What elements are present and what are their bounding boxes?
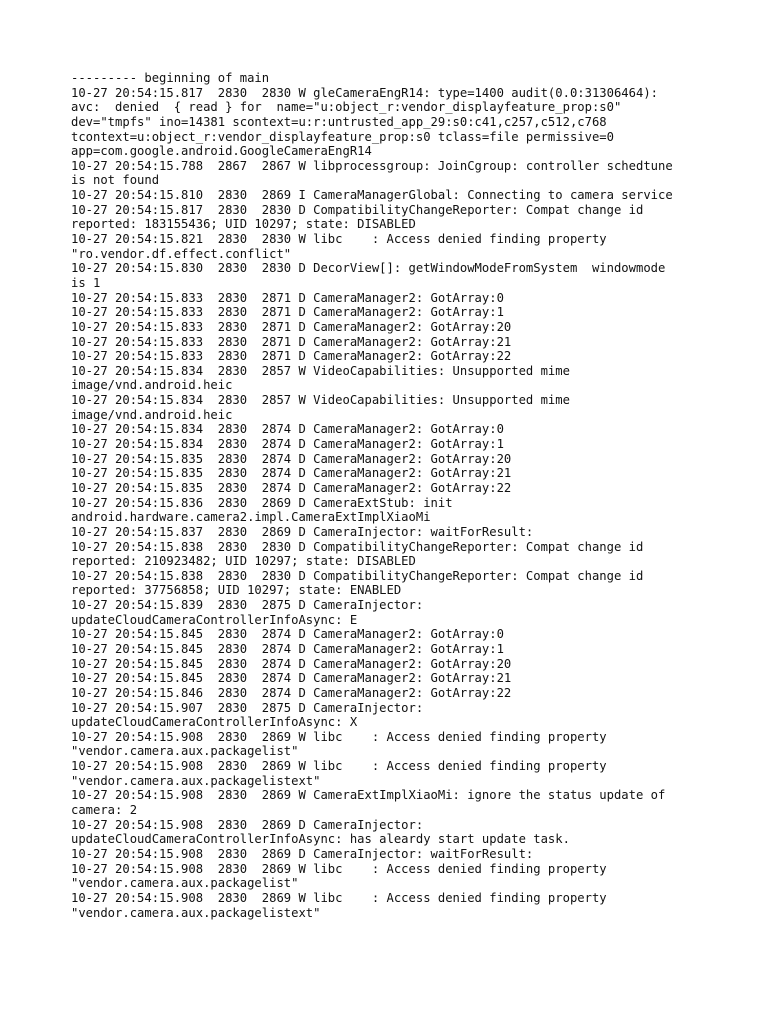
log-line: 10-27 20:54:15.838 2830 2830 D CompatibilityChangeReporter: Compat change id	[71, 539, 644, 554]
log-line: 10-27 20:54:15.817 2830 2830 W gleCameraEngR14: type=1400 audit(0.0:31306464):	[71, 85, 658, 100]
log-line: updateCloudCameraControllerInfoAsync: has aleardy start update task.	[71, 832, 570, 847]
log-line: app=com.google.android.GoogleCameraEngR14	[71, 144, 372, 159]
log-line: 10-27 20:54:15.834 2830 2857 W VideoCapabilities: Unsupported mime	[71, 393, 570, 408]
log-line: camera: 2	[71, 803, 138, 818]
log-line: "ro.vendor.df.effect.conflict"	[71, 246, 292, 261]
log-line: 10-27 20:54:15.836 2830 2869 D CameraExtStub: init	[71, 495, 453, 510]
log-line: 10-27 20:54:15.821 2830 2830 W libc : Access denied finding property	[71, 232, 607, 247]
log-line: image/vnd.android.heic	[71, 378, 233, 393]
log-line: android.hardware.camera2.impl.CameraExtImplXiaoMi	[71, 510, 431, 525]
log-line: "vendor.camera.aux.packagelistext"	[71, 905, 321, 920]
log-line: 10-27 20:54:15.835 2830 2874 D CameraManager2: GotArray:22	[71, 480, 512, 495]
log-line: 10-27 20:54:15.833 2830 2871 D CameraManager2: GotArray:1	[71, 305, 504, 320]
log-line: 10-27 20:54:15.834 2830 2874 D CameraManager2: GotArray:0	[71, 422, 504, 437]
log-line: 10-27 20:54:15.839 2830 2875 D CameraInjector:	[71, 598, 424, 613]
log-line: 10-27 20:54:15.817 2830 2830 D CompatibilityChangeReporter: Compat change id	[71, 202, 644, 217]
log-line: 10-27 20:54:15.838 2830 2830 D CompatibilityChangeReporter: Compat change id	[71, 568, 644, 583]
log-line: 10-27 20:54:15.834 2830 2874 D CameraManager2: GotArray:1	[71, 437, 504, 452]
log-line: 10-27 20:54:15.835 2830 2874 D CameraManager2: GotArray:21	[71, 466, 512, 481]
log-line: updateCloudCameraControllerInfoAsync: E	[71, 612, 358, 627]
log-line: reported: 183155436; UID 10297; state: DISABLED	[71, 217, 416, 232]
log-line: "vendor.camera.aux.packagelistext"	[71, 773, 321, 788]
log-line: reported: 210923482; UID 10297; state: DISABLED	[71, 554, 416, 569]
log-line: is not found	[71, 173, 160, 188]
log-line: 10-27 20:54:15.908 2830 2869 W CameraExtImplXiaoMi: ignore the status update of	[71, 788, 666, 803]
log-line: reported: 37756858; UID 10297; state: ENABLED	[71, 583, 402, 598]
log-line: 10-27 20:54:15.830 2830 2830 D DecorView[]: getWindowModeFromSystem windowmode	[71, 261, 666, 276]
log-line: dev="tmpfs" ino=14381 scontext=u:r:untrusted_app_29:s0:c41,c257,c512,c768	[71, 114, 607, 129]
log-line: avc: denied { read } for name="u:object_r:vendor_displayfeature_prop:s0"	[71, 100, 622, 115]
log-line: 10-27 20:54:15.810 2830 2869 I CameraManagerGlobal: Connecting to camera service	[71, 188, 673, 203]
log-line: "vendor.camera.aux.packagelist"	[71, 744, 299, 759]
log-line: is 1	[71, 275, 101, 290]
log-line: 10-27 20:54:15.908 2830 2869 D CameraInjector: waitForResult:	[71, 846, 534, 861]
log-line: 10-27 20:54:15.788 2867 2867 W libprocessgroup: JoinCgroup: controller schedtune	[71, 158, 673, 173]
log-line: 10-27 20:54:15.835 2830 2874 D CameraManager2: GotArray:20	[71, 451, 512, 466]
log-line: 10-27 20:54:15.837 2830 2869 D CameraInjector: waitForResult:	[71, 524, 534, 539]
log-line: 10-27 20:54:15.908 2830 2869 W libc : Access denied finding property	[71, 729, 607, 744]
log-line: 10-27 20:54:15.846 2830 2874 D CameraManager2: GotArray:22	[71, 685, 512, 700]
log-line: 10-27 20:54:15.908 2830 2869 W libc : Access denied finding property	[71, 890, 607, 905]
log-line: image/vnd.android.heic	[71, 407, 233, 422]
log-line: "vendor.camera.aux.packagelist"	[71, 876, 299, 891]
log-line: 10-27 20:54:15.908 2830 2869 W libc : Access denied finding property	[71, 861, 607, 876]
log-line: 10-27 20:54:15.833 2830 2871 D CameraManager2: GotArray:22	[71, 349, 512, 364]
log-line: 10-27 20:54:15.908 2830 2869 W libc : Access denied finding property	[71, 759, 607, 774]
log-line: 10-27 20:54:15.845 2830 2874 D CameraManager2: GotArray:0	[71, 627, 504, 642]
log-line: 10-27 20:54:15.834 2830 2857 W VideoCapabilities: Unsupported mime	[71, 363, 570, 378]
log-line: 10-27 20:54:15.845 2830 2874 D CameraManager2: GotArray:21	[71, 671, 512, 686]
log-line: 10-27 20:54:15.833 2830 2871 D CameraManager2: GotArray:21	[71, 334, 512, 349]
log-line: 10-27 20:54:15.845 2830 2874 D CameraManager2: GotArray:1	[71, 641, 504, 656]
log-line: 10-27 20:54:15.833 2830 2871 D CameraManager2: GotArray:20	[71, 319, 512, 334]
log-line: tcontext=u:object_r:vendor_displayfeature_prop:s0 tclass=file permissive=0	[71, 129, 614, 144]
log-line: 10-27 20:54:15.845 2830 2874 D CameraManager2: GotArray:20	[71, 656, 512, 671]
log-line: --------- beginning of main	[71, 71, 270, 85]
log-line: 10-27 20:54:15.833 2830 2871 D CameraManager2: GotArray:0	[71, 290, 504, 305]
log-text	[71, 71, 731, 920]
log-line: 10-27 20:54:15.908 2830 2869 D CameraInjector:	[71, 817, 424, 832]
log-line: 10-27 20:54:15.907 2830 2875 D CameraInjector:	[71, 700, 424, 715]
log-line: updateCloudCameraControllerInfoAsync: X	[71, 715, 358, 730]
